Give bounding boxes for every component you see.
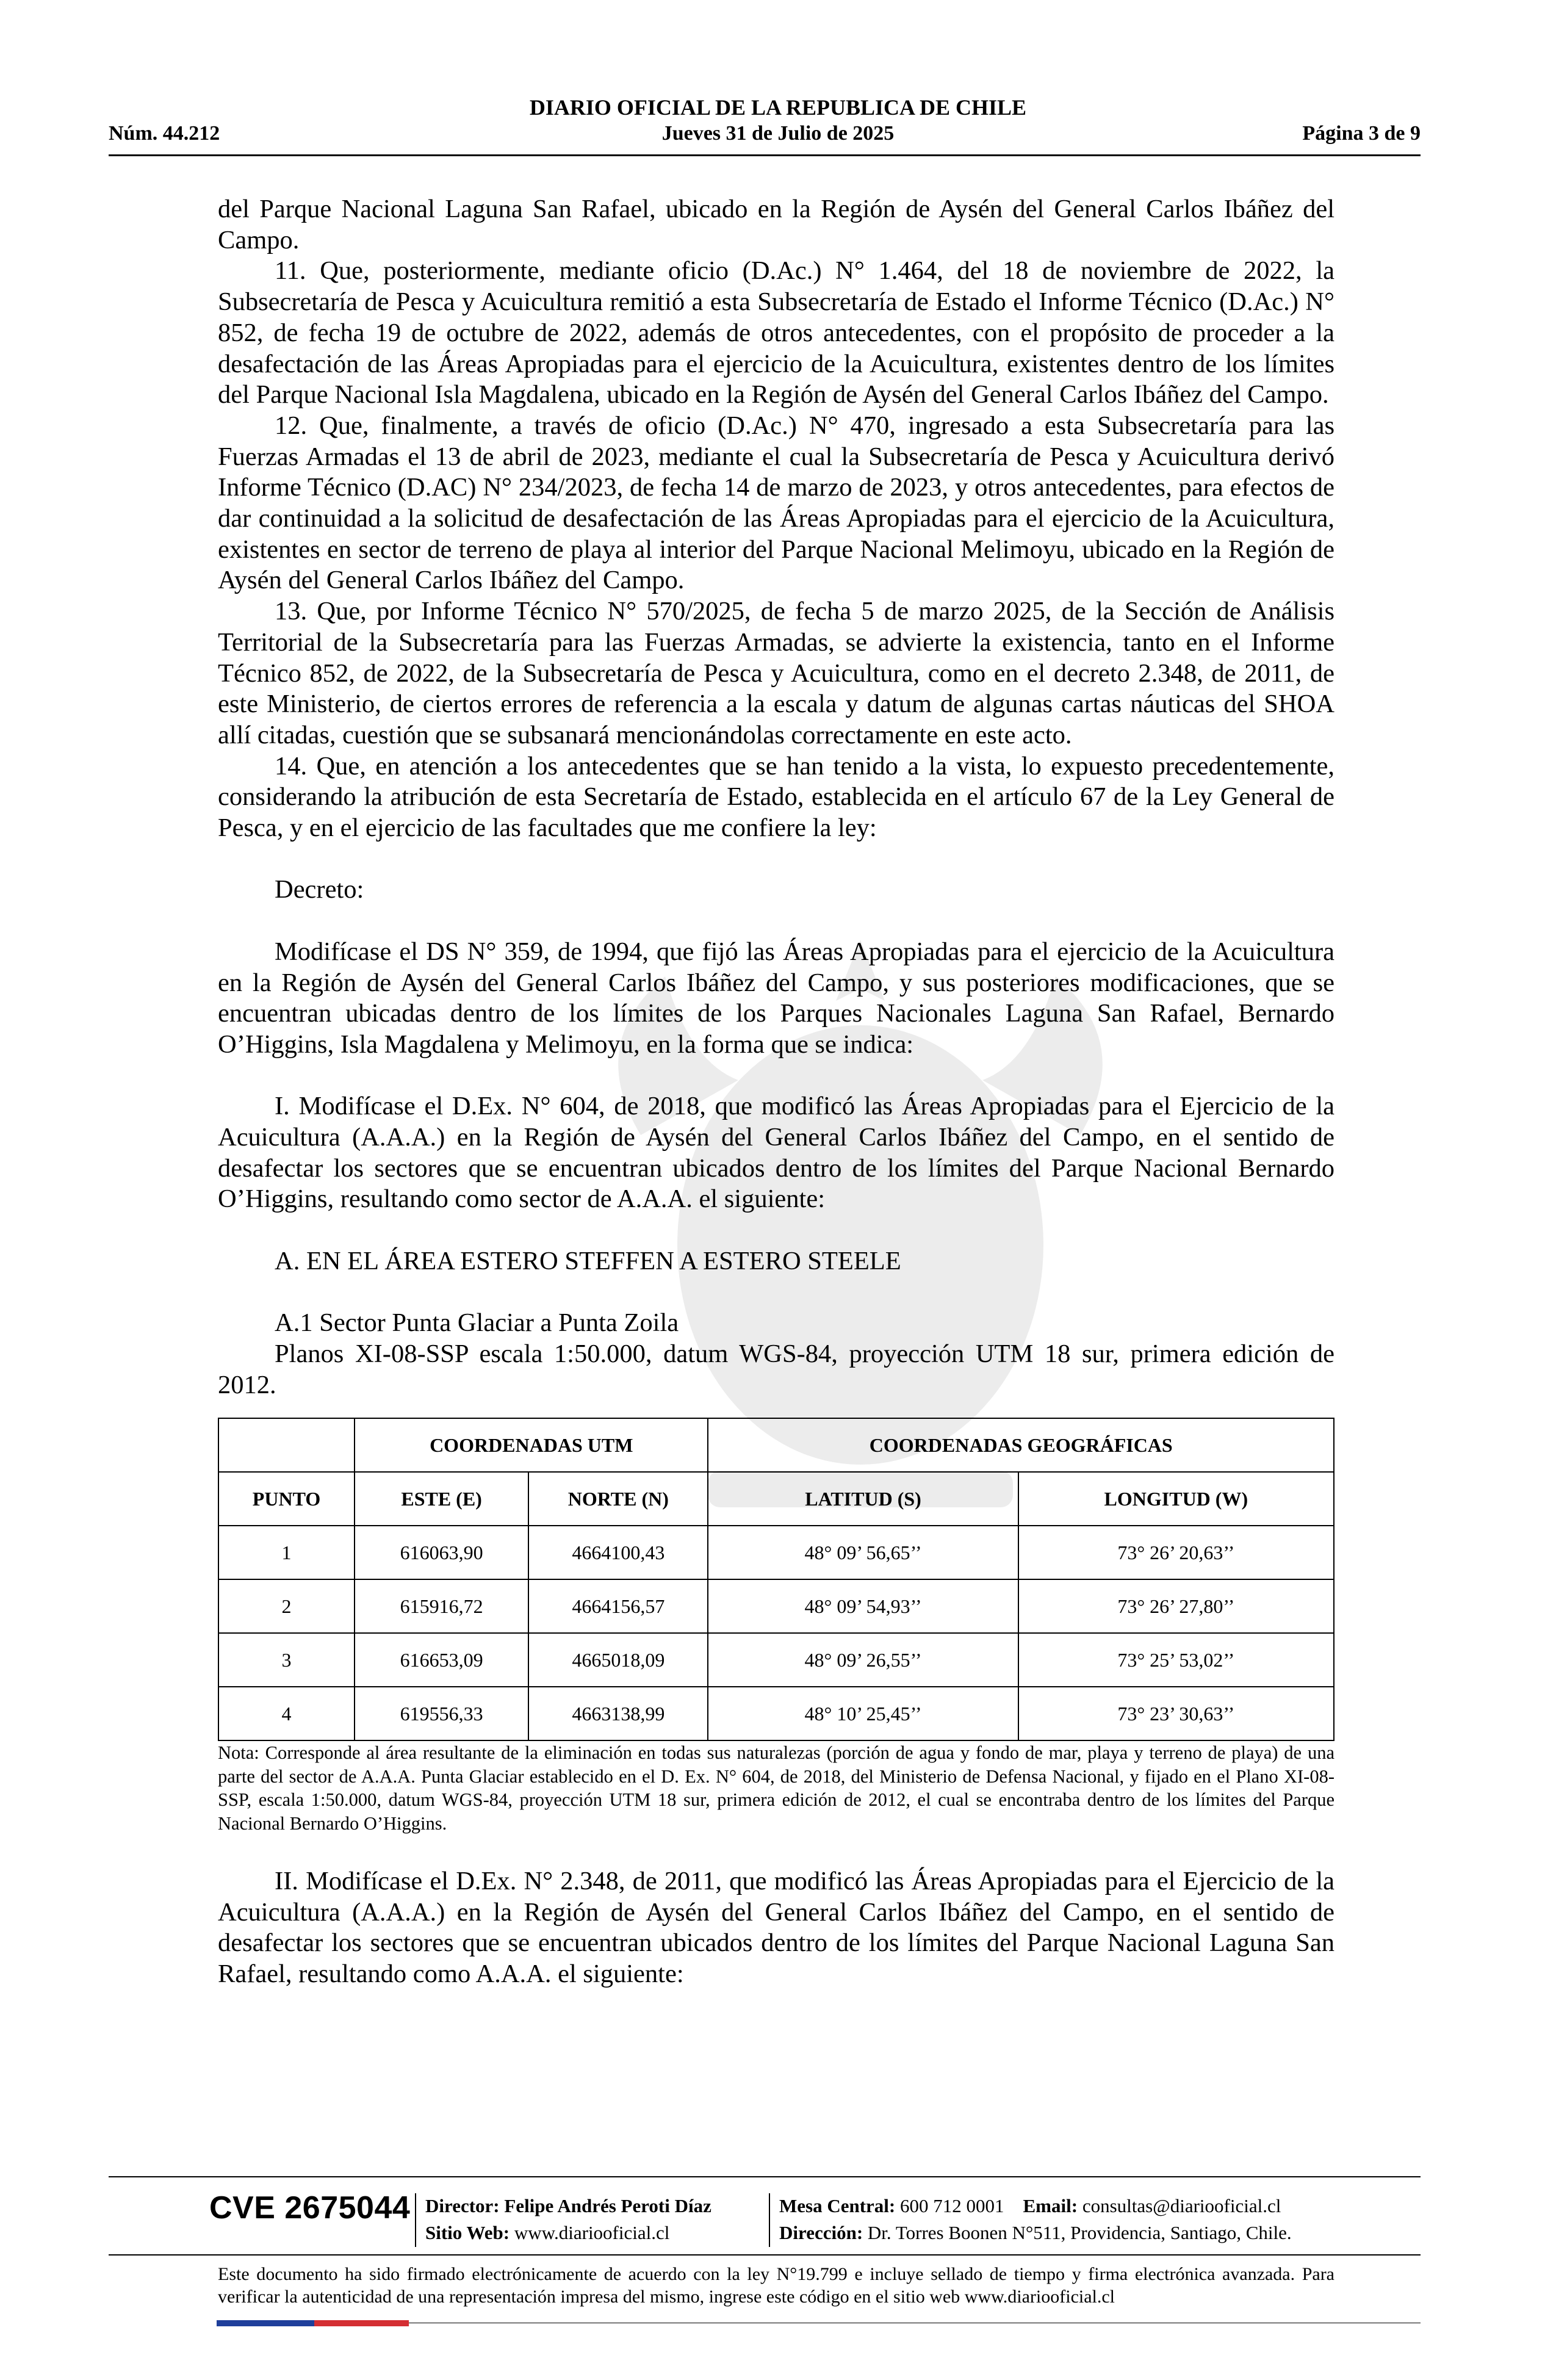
address-label: Dirección: (779, 2222, 863, 2243)
cell-norte: 4664156,57 (528, 1579, 708, 1633)
email-label: Email: (1023, 2195, 1078, 2216)
footer-separator (415, 2193, 416, 2247)
table-group-header-row (218, 1418, 1334, 1472)
spacer (218, 906, 1334, 937)
cell-longitud: 73° 23’ 30,63’’ (1018, 1687, 1334, 1740)
cell-latitud: 48° 09’ 26,55’’ (708, 1633, 1018, 1687)
cell-latitud: 48° 09’ 56,65’’ (708, 1526, 1018, 1579)
cell-latitud: 48° 09’ 54,93’’ (708, 1579, 1018, 1633)
sector-a1-heading: A.1 Sector Punta Glaciar a Punta Zoila (275, 1308, 679, 1338)
col-header-latitud: LATITUD (S) (708, 1472, 1018, 1526)
mesa-phone: 600 712 0001 (900, 2195, 1004, 2216)
issue-date: Jueves 31 de Julio de 2025 (661, 122, 895, 145)
group-header-geo: COORDENADAS GEOGRÁFICAS (708, 1418, 1334, 1472)
spacer (218, 1061, 1334, 1092)
table-column-header-row (218, 1472, 1334, 1526)
footer-contact-block (779, 2193, 1292, 2246)
spacer (218, 844, 1334, 875)
paragraph-modifica: Modifícase el DS N° 359, de 1994, que fijó las Áreas Apropiadas para el ejercicio de la Acuicultura en la Región de Aysén del General Carlos Ibáñez del Campo, y sus posteriores modificaciones, que se encuentran ubicadas dentro de los límites de los Parques Nacionales Laguna San Rafael, Bernardo O’Higgins, Isla Magdalena y Melimoyu, en la forma que se indica: (218, 937, 1334, 1059)
issue-number: Núm. 44.212 (109, 122, 220, 145)
table-row (218, 1687, 1334, 1740)
col-header-norte: NORTE (N) (528, 1472, 708, 1526)
spacer (218, 1835, 1334, 1866)
cell-longitud: 73° 26’ 27,80’’ (1018, 1579, 1334, 1633)
cell-este: 619556,33 (355, 1687, 528, 1740)
cell-longitud: 73° 26’ 20,63’’ (1018, 1526, 1334, 1579)
table-corner-cell (218, 1418, 355, 1472)
cell-punto: 1 (218, 1526, 355, 1579)
col-header-este: ESTE (E) (355, 1472, 528, 1526)
cell-punto: 4 (218, 1687, 355, 1740)
cell-longitud: 73° 25’ 53,02’’ (1018, 1633, 1334, 1687)
director-name: Felipe Andrés Peroti Díaz (504, 2195, 711, 2216)
footer-director-block (425, 2193, 711, 2246)
address-value: Dr. Torres Boonen N°511, Providencia, Santiago, Chile. (867, 2222, 1292, 2243)
spacer (218, 1215, 1334, 1246)
coordinates-table (218, 1418, 1334, 1741)
cve-code: CVE 2675044 (209, 2190, 411, 2226)
cell-punto: 3 (218, 1633, 355, 1687)
email-link[interactable]: consultas@diariooficial.cl (1082, 2195, 1281, 2216)
mesa-label: Mesa Central: (779, 2195, 896, 2216)
area-a-heading: A. EN EL ÁREA ESTERO STEFFEN A ESTERO STEELE (275, 1246, 901, 1275)
legal-notice: Este documento ha sido firmado electrónicamente de acuerdo con la ley N°19.799 e incluye sellado de tiempo y firma electrónica avanzada. Para verificar la autenticidad de una representación impresa del mismo, ingrese este código en el sitio web www.diariooficial.cl (218, 2264, 1334, 2307)
footer-top-divider (109, 2176, 1421, 2177)
director-label: Director: (425, 2195, 500, 2216)
footer-bottom-divider (109, 2254, 1421, 2256)
cell-latitud: 48° 10’ 25,45’’ (708, 1687, 1018, 1740)
table-note: Nota: Corresponde al área resultante de la eliminación en todas sus naturalezas (porción de agua y fondo de mar, playa y terreno de playa) de una parte del sector de A.A.A. Punta Glaciar establecido en el D. Ex. N° 604, de 2018, del Ministerio de Defensa Nacional, y fijado en el Plano XI-08-SSP, escala 1:50.000, datum WGS-84, proyección UTM 18 sur, primera edición de 2012, el cual se encontraba dentro de los límites del Parque Nacional Bernardo O’Higgins. (218, 1742, 1334, 1834)
paragraph-intro: del Parque Nacional Laguna San Rafael, ubicado en la Región de Aysén del General Carlos Ibáñez del Campo. (218, 195, 1334, 254)
flag-stripe-red (314, 2320, 409, 2326)
col-header-punto: PUNTO (218, 1472, 355, 1526)
cell-punto: 2 (218, 1579, 355, 1633)
spacer (218, 1277, 1334, 1308)
planos-paragraph: Planos XI-08-SSP escala 1:50.000, datum WGS-84, proyección UTM 18 sur, primera edición de 2012. (218, 1339, 1334, 1399)
group-header-utm: COORDENADAS UTM (355, 1418, 708, 1472)
table-row (218, 1633, 1334, 1687)
newspaper-title: DIARIO OFICIAL DE LA REPUBLICA DE CHILE (529, 95, 1027, 120)
website-label: Sitio Web: (425, 2222, 510, 2243)
cell-este: 615916,72 (355, 1579, 528, 1633)
footer-separator (769, 2193, 770, 2247)
col-header-longitud: LONGITUD (W) (1018, 1472, 1334, 1526)
cell-norte: 4663138,99 (528, 1687, 708, 1740)
table-row (218, 1526, 1334, 1579)
cell-norte: 4665018,09 (528, 1633, 708, 1687)
page-indicator: Página 3 de 9 (1302, 122, 1421, 145)
paragraph-14: 14. Que, en atención a los antecedentes que se han tenido a la vista, lo expuesto precedentemente, considerando la atribución de esta Secretaría de Estado, establecida en el artículo 67 de la Ley General de Pesca, y en el ejercicio de las facultades que me confiere la ley: (218, 751, 1334, 843)
paragraph-12: 12. Que, finalmente, a través de oficio (D.Ac.) N° 470, ingresado a esta Subsecretaría para las Fuerzas Armadas el 13 de abril de 2023, mediante el cual la Subsecretaría de Pesca y Acuicultura derivó Informe Técnico (D.AC) N° 234/2023, de fecha 14 de marzo de 2023, y otros antecedentes, para efectos de dar continuidad a la solicitud de desafectación de las Áreas Apropiadas para el ejercicio de la Acuicultura, existentes en sector de terreno de playa al interior del Parque Nacional Melimoyu, ubicado en la Región de Aysén del General Carlos Ibáñez del Campo. (218, 411, 1334, 595)
paragraph-11: 11. Que, posteriormente, mediante oficio (D.Ac.) N° 1.464, del 18 de noviembre de 2022, la Subsecretaría de Pesca y Acuicultura remitió a esta Subsecretaría de Estado el Informe Técnico (D.Ac.) N° 852, de fecha 19 de octubre de 2022, además de otros antecedentes, con el propósito de proceder a la desafectación de las Áreas Apropiadas para el ejercicio de la Acuicultura, existentes dentro de los límites del Parque Nacional Isla Magdalena, ubicado en la Región de Aysén del General Carlos Ibáñez del Campo. (218, 256, 1334, 409)
table-row (218, 1579, 1334, 1633)
website-link[interactable]: www.diariooficial.cl (514, 2222, 670, 2243)
paragraph-item-i: I. Modifícase el D.Ex. N° 604, de 2018, que modificó las Áreas Apropiadas para el Ejercicio de la Acuicultura (A.A.A.) en la Región de Aysén del General Carlos Ibáñez del Campo, en el sentido de desafectar los sectores que se encuentran ubicados dentro de los límites del Parque Nacional Bernardo O’Higgins, resultando como sector de A.A.A. el siguiente: (218, 1092, 1334, 1214)
flag-stripe-blue (217, 2320, 314, 2326)
decreto-heading: Decreto: (275, 875, 364, 904)
document-body (218, 194, 1334, 1990)
cell-este: 616063,90 (355, 1526, 528, 1579)
cell-este: 616653,09 (355, 1633, 528, 1687)
paragraph-item-ii: II. Modifícase el D.Ex. N° 2.348, de 2011, que modificó las Áreas Apropiadas para el Ejercicio de la Acuicultura (A.A.A.) en la Región de Aysén del General Carlos Ibáñez del Campo, en el sentido de desafectar los sectores que se encuentran ubicados dentro de los límites del Parque Nacional Laguna San Rafael, resultando como A.A.A. el siguiente: (218, 1867, 1334, 1989)
paragraph-13: 13. Que, por Informe Técnico N° 570/2025, de fecha 5 de marzo 2025, de la Sección de Análisis Territorial de la Subsecretaría para las Fuerzas Armadas, se advierte la existencia, tanto en el Informe Técnico 852, de 2022, de la Subsecretaría de Pesca y Acuicultura, como en el decreto 2.348, de 2011, de este Ministerio, de ciertos errores de referencia a la escala y datum de algunas cartas náuticas del SHOA allí citadas, cuestión que se subsanará mencionándolas correctamente en este acto. (218, 597, 1334, 749)
cell-norte: 4664100,43 (528, 1526, 708, 1579)
header-divider (109, 154, 1421, 156)
